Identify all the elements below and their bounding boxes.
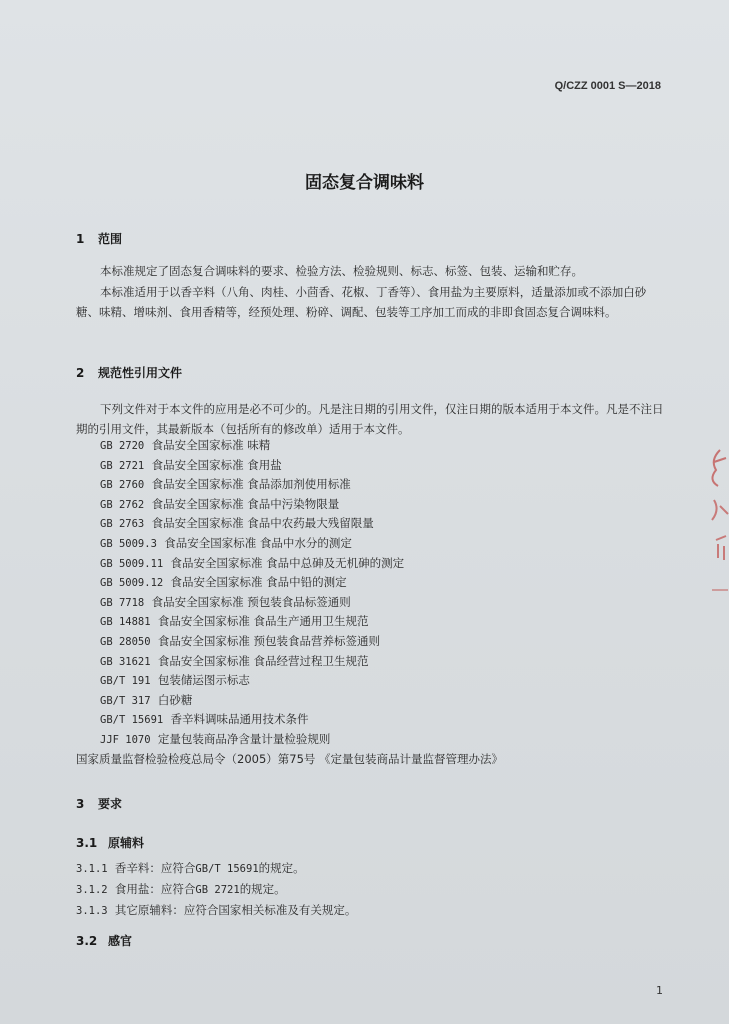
reference-code: GB 14881 [100,616,151,629]
scope-paragraph-2: 本标准适用于以香辛料（八角、肉桂、小茴香、花椒、丁香等）、食用盐为主要原料，适量添加或不添加白砂糖、味精、增味剂、食用香精等，经预处理、粉碎、调配、包装等工序加工而成的非即食固态复合调味料。 [76,285,647,319]
requirement-code: GB 2721 [195,884,240,896]
reference-item [100,691,503,711]
reference-code: GB 7718 [100,596,145,609]
reference-item [100,632,503,652]
scope-paragraph-1: 本标准规定了固态复合调味料的要求、检验方法、检验规则、标志、标签、包装、运输和贮存。 [100,264,583,278]
requirement-tail: 的规定。 [239,882,286,896]
reference-code: GB 2763 [100,518,145,531]
standard-code: Q/CZZ 0001 S—2018 [554,80,661,92]
reference-code: GB 2720 [100,440,145,452]
reference-code: GB 2760 [100,479,145,492]
reference-code: GB/T 15691 [100,714,164,727]
reference-item [100,456,503,476]
reference-name: 食品安全国家标准 预包装食品标签通则 [151,594,351,609]
reference-code: GB 28050 [100,635,151,648]
reference-item [100,475,503,495]
reference-code: GB 2721 [100,459,145,472]
requirement-number: 3.1.3 [76,905,108,917]
reference-name: 食品安全国家标准 食品添加剂使用标准 [151,477,351,492]
reference-name: 包装储运图示标志 [157,673,250,688]
requirement-text: 食用盐：应符合 [114,882,196,896]
reference-name: 食品安全国家标准 食品中污染物限量 [151,496,340,511]
subsection-heading-raw-materials [76,834,144,851]
reference-item [100,534,503,554]
reference-item [100,730,503,750]
subsection-heading-sensory [76,932,132,949]
section-number: 3.1 [76,836,98,850]
section-heading-references [76,364,182,381]
reference-name: 白砂糖 [157,692,193,707]
requirement-number: 3.1.2 [76,884,108,896]
reference-name: 国家质量监督检验检疫总局令（2005）第75号 《定量包装商品计量监督管理办法》 [76,751,504,766]
reference-item [76,750,503,770]
section-title: 范围 [98,232,123,246]
reference-item [100,495,503,515]
section-number: 3 [76,797,85,811]
requirement-text: 香辛料：应符合 [114,861,196,875]
reference-code: JJF 1070 [100,733,151,746]
reference-name: 香辛料调味品通用技术条件 [170,712,309,727]
reference-code: GB 31621 [100,655,151,668]
requirement-number: 3.1.1 [76,863,108,875]
reference-name: 食品安全国家标准 味精 [151,438,271,452]
requirement-tail: 的规定。 [258,861,305,875]
reference-name: 食品安全国家标准 预包装食品营养标签通则 [157,633,381,648]
reference-code: GB 5009.3 [100,537,157,550]
document-title: 固态复合调味料 [305,173,424,193]
reference-code: GB 2762 [100,498,145,511]
section-title: 要求 [98,797,123,811]
section-title: 原辅料 [108,836,145,850]
reference-name: 定量包装商品净含量计量检验规则 [157,731,331,746]
section-heading-scope [76,230,122,247]
reference-code: GB 5009.12 [100,577,164,590]
section-number: 1 [76,232,85,246]
section-number: 3.2 [76,934,98,948]
reference-item [100,652,503,672]
reference-name: 食品安全国家标准 食品中水分的测定 [164,535,352,550]
section-number: 2 [76,366,85,380]
reference-item [100,514,503,534]
reference-name: 食品安全国家标准 食品中总砷及无机砷的测定 [170,555,405,570]
reference-item [100,573,503,593]
references-intro: 下列文件对于本文件的应用是必不可少的。凡是注日期的引用文件，仅注日期的版本适用于本文件。凡是不注日期的引用文件，其最新版本（包括所有的修改单）适用于本文件。 [76,402,664,436]
reference-code: GB 5009.11 [100,557,164,570]
seal-stamp [706,440,729,600]
requirement-item [76,881,286,897]
reference-name: 食品安全国家标准 食用盐 [151,457,282,472]
requirement-item [76,902,356,918]
reference-list [76,436,504,769]
reference-item [100,436,503,456]
reference-item [100,593,503,613]
requirement-code: GB/T 15691 [195,863,259,875]
reference-code: GB/T 191 [100,675,151,688]
reference-item [100,612,503,632]
section-title: 规范性引用文件 [98,366,183,380]
reference-item [100,671,503,691]
reference-code: GB/T 317 [100,694,151,707]
section-title: 感官 [108,934,133,948]
reference-name: 食品安全国家标准 食品生产通用卫生规范 [157,614,369,629]
reference-name: 食品安全国家标准 食品中农药最大残留限量 [151,516,374,531]
requirement-item [76,860,305,876]
reference-item [100,710,503,730]
reference-name: 食品安全国家标准 食品中铅的测定 [170,575,347,590]
section-heading-requirements [76,795,122,812]
requirement-text: 其它原辅料：应符合国家相关标准及有关规定。 [114,903,357,917]
reference-item [100,554,503,574]
reference-name: 食品安全国家标准 食品经营过程卫生规范 [157,653,369,668]
page-number: 1 [656,984,663,997]
